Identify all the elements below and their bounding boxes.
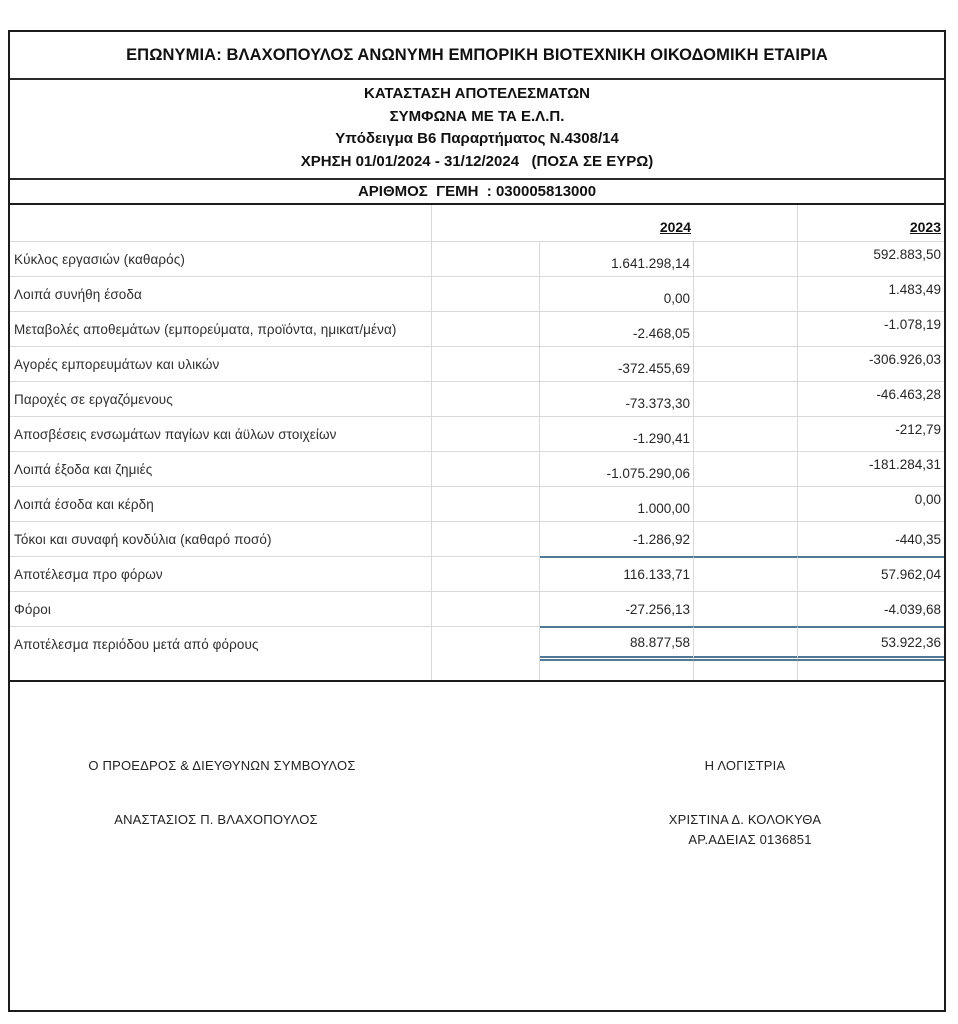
- value-2023: -306.926,03: [798, 346, 944, 381]
- row-spacer-2: [694, 486, 798, 521]
- row-spacer-2: [694, 591, 798, 626]
- spacer-cell: [432, 661, 540, 680]
- row-spacer-2: [694, 241, 798, 276]
- table-row: [10, 241, 944, 276]
- row-label: Αποτέλεσμα περιόδου μετά από φόρους: [10, 626, 432, 661]
- value-2023: 0,00: [798, 486, 944, 521]
- signature-right-license: ΑΡ.ΑΔΕΙΑΣ 0136851: [688, 832, 812, 847]
- gemi-number-line: ΑΡΙΘΜΟΣ ΓΕΜΗ : 030005813000: [10, 180, 944, 205]
- value-2024: -1.290,41: [540, 416, 694, 451]
- row-label: Λοιπά συνήθη έσοδα: [10, 276, 432, 311]
- period-line: ΧΡΗΣΗ 01/01/2024 - 31/12/2024 (ΠΟΣΑ ΣΕ ΕΥΡΩ): [300, 152, 654, 170]
- row-spacer-1: [432, 381, 540, 416]
- company-name-line: ΕΠΩΝΥΜΙΑ: ΒΛΑΧΟΠΟΥΛΟΣ ΑΝΩΝΥΜΗ ΕΜΠΟΡΙΚΗ ΒΙΟΤΕΧΝΙΚΗ ΟΙΚΟΔΟΜΙΚΗ ΕΤΑΙΡΙΑ: [10, 32, 944, 80]
- row-label: Αγορές εμπορευμάτων και υλικών: [10, 346, 432, 381]
- value-2024: -1.075.290,06: [540, 451, 694, 486]
- row-label: Κύκλος εργασιών (καθαρός): [10, 241, 432, 276]
- value-2024: -27.256,13: [540, 591, 694, 626]
- table-row: [10, 276, 944, 311]
- value-2023: -46.463,28: [798, 381, 944, 416]
- row-label: Λοιπά έσοδα και κέρδη: [10, 486, 432, 521]
- value-2023: 57.962,04: [798, 556, 944, 591]
- value-2023: -181.284,31: [798, 451, 944, 486]
- income-statement-table: [10, 205, 944, 682]
- row-spacer-2: [694, 416, 798, 451]
- row-spacer-1: [432, 346, 540, 381]
- value-2024: 0,00: [540, 276, 694, 311]
- row-spacer-2: [694, 276, 798, 311]
- row-spacer-1: [432, 311, 540, 346]
- table-row: [10, 521, 944, 556]
- table-row: [10, 381, 944, 416]
- row-label: Τόκοι και συναφή κονδύλια (καθαρό ποσό): [10, 521, 432, 556]
- row-spacer-2: [694, 311, 798, 346]
- value-2023: -1.078,19: [798, 311, 944, 346]
- table-row: [10, 486, 944, 521]
- spacer-cell: [10, 661, 432, 680]
- value-2024: -2.468,05: [540, 311, 694, 346]
- row-spacer-2: [694, 626, 798, 661]
- value-2024: 1.000,00: [540, 486, 694, 521]
- statement-title: ΚΑΤΑΣΤΑΣΗ ΑΠΟΤΕΛΕΣΜΑΤΩΝ: [364, 85, 590, 102]
- value-2024: -1.286,92: [540, 521, 694, 556]
- header-spacer-1: [432, 205, 540, 241]
- row-label: Μεταβολές αποθεμάτων (εμπορεύματα, προϊόντα, ημικατ/μένα): [10, 311, 432, 346]
- row-label: Παροχές σε εργαζόμενους: [10, 381, 432, 416]
- row-label: Λοιπά έξοδα και ζημιές: [10, 451, 432, 486]
- spacer-cell: [540, 661, 694, 680]
- row-label: Φόροι: [10, 591, 432, 626]
- column-header-2023: 2023: [798, 205, 944, 241]
- header-spacer-2: [694, 205, 798, 241]
- row-spacer-1: [432, 416, 540, 451]
- header-label-cell: [10, 205, 432, 241]
- row-spacer-1: [432, 451, 540, 486]
- row-label: Αποτέλεσμα προ φόρων: [10, 556, 432, 591]
- table-row: [10, 346, 944, 381]
- signature-left-title: Ο ΠΡΟΕΔΡΟΣ & ΔΙΕΥΘΥΝΩΝ ΣΥΜΒΟΥΛΟΣ: [88, 758, 356, 773]
- framework-line: ΣΥΜΦΩΝΑ ΜΕ ΤΑ Ε.Λ.Π.: [389, 107, 565, 125]
- statement-frame: [8, 30, 946, 1012]
- template-line: Υπόδειγμα Β6 Παραρτήματος Ν.4308/14: [335, 130, 619, 147]
- statement-subheader-block: [10, 80, 944, 180]
- row-spacer-1: [432, 556, 540, 591]
- value-2024: 116.133,71: [540, 556, 694, 591]
- table-row: [10, 311, 944, 346]
- signature-right-title: Η ΛΟΓΙΣΤΡΙΑ: [704, 758, 786, 773]
- table-row: [10, 556, 944, 591]
- value-2024: 1.641.298,14: [540, 241, 694, 276]
- value-2024: -73.373,30: [540, 381, 694, 416]
- value-2024: 88.877,58: [540, 626, 694, 661]
- column-header-2024: 2024: [540, 205, 694, 241]
- row-spacer-1: [432, 241, 540, 276]
- table-row: [10, 626, 944, 661]
- row-spacer-2: [694, 381, 798, 416]
- row-spacer-2: [694, 521, 798, 556]
- signature-section: [10, 682, 944, 1010]
- value-2023: 53.922,36: [798, 626, 944, 661]
- row-spacer-2: [694, 451, 798, 486]
- value-2024: -372.455,69: [540, 346, 694, 381]
- row-spacer-2: [694, 346, 798, 381]
- value-2023: -4.039,68: [798, 591, 944, 626]
- row-spacer-1: [432, 626, 540, 661]
- table-header-row: [10, 205, 944, 241]
- row-spacer-1: [432, 486, 540, 521]
- row-spacer-2: [694, 556, 798, 591]
- row-spacer-1: [432, 276, 540, 311]
- table-bottom-spacer-row: [10, 661, 944, 682]
- signature-left-name: ΑΝΑΣΤΑΣΙΟΣ Π. ΒΛΑΧΟΠΟΥΛΟΣ: [114, 812, 318, 827]
- row-spacer-1: [432, 591, 540, 626]
- row-spacer-1: [432, 521, 540, 556]
- table-row: [10, 416, 944, 451]
- table-row: [10, 451, 944, 486]
- spacer-cell: [798, 661, 944, 680]
- table-row: [10, 591, 944, 626]
- spacer-cell: [694, 661, 798, 680]
- value-2023: -440,35: [798, 521, 944, 556]
- row-label: Αποσβέσεις ενσωμάτων παγίων και άϋλων στοιχείων: [10, 416, 432, 451]
- value-2023: 1.483,49: [798, 276, 944, 311]
- value-2023: -212,79: [798, 416, 944, 451]
- value-2023: 592.883,50: [798, 241, 944, 276]
- table-body: [10, 241, 944, 661]
- signature-right-name: ΧΡΙΣΤΙΝΑ Δ. ΚΟΛΟΚΥΘΑ: [668, 812, 822, 827]
